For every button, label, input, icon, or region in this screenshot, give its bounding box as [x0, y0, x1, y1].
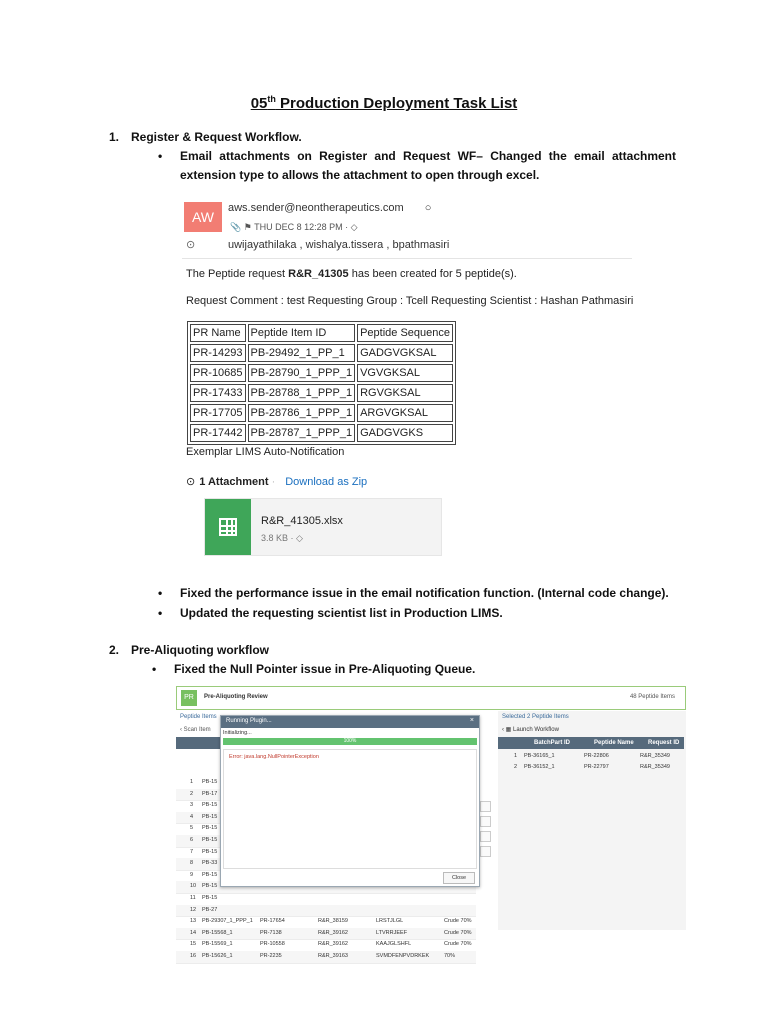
table-row[interactable]: 12 PB-27 — [176, 905, 476, 918]
dialog-header: Running Plugin... × — [221, 716, 479, 728]
attachment-icon: 📎 — [230, 222, 242, 232]
app-title: Pre-Aliquoting Review — [204, 694, 268, 700]
move-all-left-button[interactable] — [480, 846, 491, 857]
email-meta: 📎 ⚑ THU DEC 8 12:28 PM · ◇ — [230, 222, 358, 232]
running-plugin-dialog — [220, 715, 480, 887]
table-row[interactable]: 6 PB-15 — [176, 835, 476, 848]
table-row: PR-10685 PB-28790_1_PPP_1 VGVGKSAL — [190, 364, 453, 382]
move-left-button[interactable] — [480, 831, 491, 842]
table-row[interactable]: 14 PB-15568_1 PR-7138 R&R_39162 LTVRRJEEF Crude 70% — [176, 928, 476, 941]
table-row[interactable]: 13 PB-29307_1_PPP_1 PR-17654 R&R_38159 LRSTJLGL Crude 70% — [176, 916, 476, 929]
grid-header: BatchPart ID Peptide Name Request ID — [498, 737, 684, 749]
email-recipients: uwijayathilaka , wishalya.tissera , bpathmasiri — [228, 239, 450, 251]
divider — [182, 258, 632, 259]
table-row[interactable]: 15 PB-15569_1 PR-10558 R&R_39162 KAAJGLSHFL Crude 70% — [176, 939, 476, 952]
table-row: PR-17442 PB-28787_1_PPP_1 GADGVGKS — [190, 424, 453, 442]
app-screenshot — [176, 684, 686, 959]
email-footer: Exemplar LIMS Auto-Notification — [186, 446, 345, 458]
pane-title: Peptide Items — [180, 714, 217, 720]
table-row[interactable]: 2 PB-17 — [176, 789, 476, 802]
table-row[interactable]: 4 PB-15 — [176, 812, 476, 825]
table-row: PR-17705 PB-28786_1_PPP_1 ARGVGKSAL — [190, 404, 453, 422]
table-row[interactable]: 1 PB-15 — [176, 777, 476, 790]
file-name: R&R_41305.xlsx — [261, 515, 343, 527]
log-box — [223, 749, 477, 869]
document-title: 05th Production Deployment Task List — [250, 94, 518, 112]
chevron-down-icon[interactable]: ⊙ — [186, 476, 196, 488]
table-row[interactable]: 9 PB-15 — [176, 870, 476, 883]
status-text: Initializing... — [223, 730, 252, 736]
section-1-heading: 1. Register & Request Workflow. — [109, 130, 302, 144]
attachment-card[interactable] — [204, 498, 442, 556]
section-2-heading: 2. Pre-Aliquoting workflow — [109, 643, 269, 657]
email-sender: aws.sender@neontherapeutics.com ○ — [228, 202, 432, 214]
file-size: 3.8 KB · ◇ — [261, 533, 303, 543]
item-count: 48 Peptide Items — [629, 694, 675, 700]
table-row[interactable]: 2 PB-36152_1 PR-22797 R&R_35349 — [514, 764, 670, 770]
table-row[interactable]: 8 PB-33 — [176, 858, 476, 871]
app-header — [176, 686, 686, 710]
launch-workflow-button[interactable]: ‹ ▦ Launch Workflow — [502, 727, 559, 733]
selected-items-pane — [498, 711, 686, 930]
table-row[interactable]: 11 PB-15 — [176, 893, 476, 906]
table-header: Peptide Sequence — [357, 324, 453, 342]
bullet-item: • Email attachments on Register and Request WF– Changed the email attachment extension type to allows the attachment to open through excel. — [158, 149, 676, 182]
table-header: Peptide Item ID — [248, 324, 356, 342]
peptide-table — [187, 321, 456, 445]
bullet-item: • Fixed the Null Pointer issue in Pre-Aliquoting Queue. — [152, 662, 476, 676]
move-all-right-button[interactable] — [480, 816, 491, 827]
bullet-item: • Fixed the performance issue in the email notification function. (Internal code change). — [158, 586, 669, 600]
download-link[interactable]: Download as Zip — [285, 476, 368, 488]
expand-icon: ⊙ — [186, 239, 196, 251]
table-row[interactable]: 7 PB-15 — [176, 847, 476, 860]
app-badge: PR — [181, 690, 197, 706]
move-right-button[interactable] — [480, 801, 491, 812]
email-screenshot — [182, 196, 642, 558]
close-icon[interactable]: × — [469, 717, 474, 724]
close-button[interactable]: Close — [443, 872, 475, 884]
table-row: PR-14293 PB-29492_1_PP_1 GADGVGKSAL — [190, 344, 453, 362]
email-body-line: The Peptide request R&R_41305 has been created for 5 peptide(s). — [186, 268, 517, 280]
table-row[interactable]: 10 PB-15 — [176, 881, 476, 894]
table-row[interactable]: 16 PB-15626_1 PR-2235 R&R_39163 SVMDFENPVDRKEK 70% — [176, 951, 476, 964]
bullet-item: • Updated the requesting scientist list in Production LIMS. — [158, 606, 503, 620]
spreadsheet-icon — [205, 499, 251, 555]
transfer-buttons — [480, 801, 490, 861]
attachment-row: ⊙ 1 Attachment · Download as Zip — [186, 476, 368, 488]
table-row[interactable]: 5 PB-15 — [176, 823, 476, 836]
error-message: Error: java.lang.NullPointerException — [229, 754, 319, 760]
scan-item-field[interactable]: ‹ Scan Item — [180, 727, 211, 733]
progress-bar: 100% — [223, 738, 477, 745]
search-icon: ○ — [424, 202, 432, 214]
table-header-row — [190, 324, 453, 342]
table-row[interactable]: 1 PB-36165_1 PR-22806 R&R_35349 — [514, 753, 670, 759]
table-row[interactable]: 3 PB-15 — [176, 800, 476, 813]
table-header: PR Name — [190, 324, 246, 342]
pane-title: Selected 2 Peptide Items — [502, 714, 569, 720]
email-body-line: Request Comment : test Requesting Group : Tcell Requesting Scientist : Hashan Pathmasiri — [186, 295, 634, 307]
tag-icon: ◇ — [350, 222, 358, 232]
table-row: PR-17433 PB-28788_1_PPP_1 RGVGKSAL — [190, 384, 453, 402]
avatar: AW — [184, 202, 222, 232]
